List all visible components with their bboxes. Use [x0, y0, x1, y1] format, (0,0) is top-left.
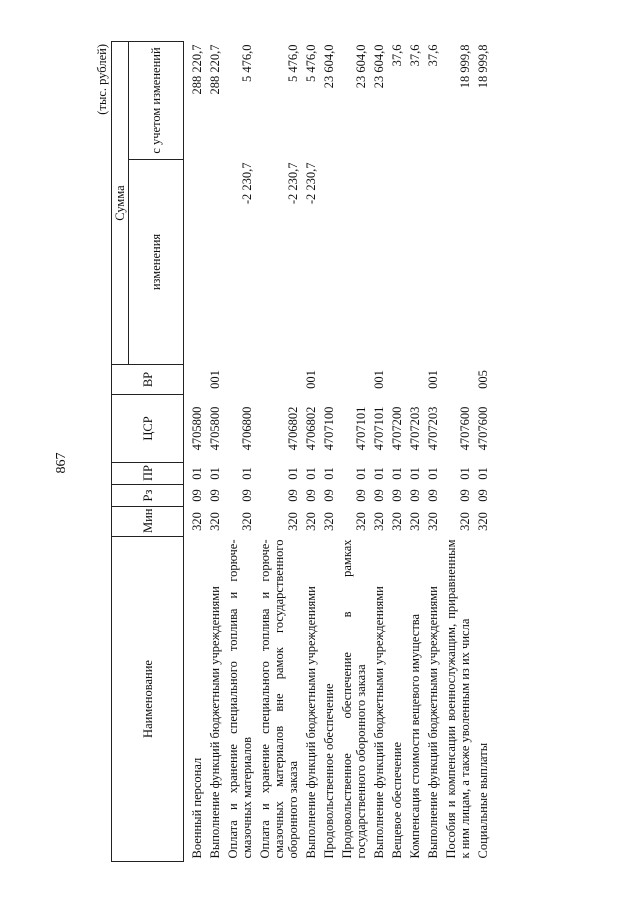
row-rz: 09: [408, 489, 422, 502]
row-name: Военный персонал: [190, 757, 204, 859]
budget-table: [111, 41, 492, 862]
row-name: Оплата и хранение специального топлива и горюче-смазочных материалов вне рамок государственного оборонного заказа: [258, 539, 300, 859]
row-change: [188, 160, 206, 365]
row-name: Выполнение функций бюджетными учреждениями: [208, 586, 222, 859]
row-csr: 4706800: [240, 406, 254, 451]
row-csr: 4706802: [304, 406, 318, 451]
table-row: [406, 42, 424, 862]
row-change: [206, 160, 224, 365]
row-min: 320: [304, 512, 318, 531]
header-vr: ВР: [112, 365, 184, 395]
row-rz: 09: [240, 489, 254, 502]
header-csr: ЦСР: [112, 395, 184, 463]
table-row: [388, 42, 406, 862]
row-rz: 09: [372, 489, 386, 502]
row-vr: [406, 365, 424, 395]
row-change: -2 230,7: [240, 162, 254, 205]
row-vr: [320, 365, 338, 395]
row-name: Продовольственное обеспечение: [322, 683, 336, 859]
row-total: 18 999,8: [476, 44, 490, 89]
row-name: Компенсация стоимости вещевого имущества: [408, 613, 422, 859]
row-name: Выполнение функций бюджетными учреждениями: [426, 586, 440, 859]
header-row: [112, 42, 129, 862]
row-min: 320: [458, 512, 472, 531]
row-total: 5 476,0: [240, 44, 254, 82]
row-min: 320: [190, 512, 204, 531]
row-change: [406, 160, 424, 365]
row-pr: 01: [354, 467, 368, 480]
header-name: Наименование: [112, 537, 184, 862]
row-vr: 001: [208, 370, 222, 389]
row-csr: 4707203: [408, 406, 422, 451]
row-pr: 01: [390, 467, 404, 480]
row-pr: 01: [458, 467, 472, 480]
row-min: 320: [476, 512, 490, 531]
row-change: [370, 160, 388, 365]
row-vr: 001: [304, 370, 318, 389]
row-csr: 4705800: [208, 406, 222, 451]
row-vr: [224, 365, 256, 395]
row-csr: 4705800: [190, 406, 204, 451]
table-row: [370, 42, 388, 862]
row-name: Продовольственное обеспечение в рамках государственного оборонного заказа: [340, 539, 368, 859]
row-name: Выполнение функций бюджетными учреждениями: [372, 586, 386, 859]
row-pr: 01: [240, 467, 254, 480]
table-row: [442, 42, 474, 862]
row-change: [338, 160, 370, 365]
row-min: 320: [390, 512, 404, 531]
rotated-page-content: [95, 42, 565, 862]
units-label: (тыс. рублей): [95, 44, 109, 115]
row-change: -2 230,7: [304, 162, 318, 205]
row-change: [424, 160, 442, 365]
row-vr: [188, 365, 206, 395]
row-min: 320: [372, 512, 386, 531]
row-total: 18 999,8: [458, 44, 472, 89]
row-csr: 4707101: [372, 406, 386, 451]
row-change: [320, 160, 338, 365]
page-number: 867: [54, 452, 69, 474]
row-change: [442, 160, 474, 365]
row-csr: 4706802: [286, 406, 300, 451]
row-vr: 001: [426, 370, 440, 389]
row-rz: 09: [476, 489, 490, 502]
row-csr: 4707200: [390, 406, 404, 451]
row-name: Пособия и компенсации военнослужащим, приравненным к ним лицам, а также уволенным из их числа: [444, 539, 472, 859]
row-pr: 01: [322, 467, 336, 480]
row-total: 37,6: [408, 44, 422, 67]
row-pr: 01: [304, 467, 318, 480]
row-pr: 01: [476, 467, 490, 480]
row-total: 288 220,7: [208, 44, 222, 95]
row-pr: 01: [190, 467, 204, 480]
table-row: [188, 42, 206, 862]
table-row: [302, 42, 320, 862]
row-change: [388, 160, 406, 365]
row-pr: 01: [372, 467, 386, 480]
row-pr: 01: [208, 467, 222, 480]
row-rz: 09: [190, 489, 204, 502]
header-rz: Рз: [112, 485, 184, 507]
row-csr: 4707203: [426, 406, 440, 451]
header-change: изменения: [129, 160, 184, 365]
row-rz: 09: [286, 489, 300, 502]
row-rz: 09: [322, 489, 336, 502]
row-min: 320: [322, 512, 336, 531]
row-total: 23 604,0: [322, 44, 336, 89]
table-row: [424, 42, 442, 862]
row-min: 320: [208, 512, 222, 531]
table-body: [184, 42, 493, 862]
row-change: -2 230,7: [286, 162, 300, 205]
row-pr: 01: [426, 467, 440, 480]
row-name: Оплата и хранение специального топлива и горюче-смазочных материалов: [226, 539, 254, 859]
row-total: 288 220,7: [190, 44, 204, 95]
table-row: [474, 42, 492, 862]
row-rz: 09: [354, 489, 368, 502]
row-pr: 01: [408, 467, 422, 480]
table-row: [338, 42, 370, 862]
row-vr: 005: [476, 370, 490, 389]
table-row: [320, 42, 338, 862]
row-rz: 09: [304, 489, 318, 502]
row-name: Выполнение функций бюджетными учреждениями: [304, 586, 318, 859]
row-total: 23 604,0: [372, 44, 386, 89]
row-csr: 4707600: [458, 406, 472, 451]
row-min: 320: [286, 512, 300, 531]
row-vr: [442, 365, 474, 395]
row-rz: 09: [208, 489, 222, 502]
table-row: [206, 42, 224, 862]
row-change: [474, 160, 492, 365]
row-rz: 09: [426, 489, 440, 502]
header-pr: ПР: [112, 463, 184, 485]
row-rz: 09: [458, 489, 472, 502]
row-min: 320: [354, 512, 368, 531]
table-row: [256, 42, 302, 862]
row-vr: [388, 365, 406, 395]
header-sum: Сумма: [112, 42, 129, 365]
row-vr: 001: [372, 370, 386, 389]
row-pr: 01: [286, 467, 300, 480]
row-csr: 4707100: [322, 406, 336, 451]
row-vr: [256, 365, 302, 395]
header-min: Мин: [112, 507, 184, 537]
row-vr: [338, 365, 370, 395]
row-csr: 4707600: [476, 406, 490, 451]
row-min: 320: [408, 512, 422, 531]
row-total: 37,6: [426, 44, 440, 67]
row-min: 320: [426, 512, 440, 531]
table-row: [224, 42, 256, 862]
row-total: 5 476,0: [304, 44, 318, 82]
row-total: 5 476,0: [286, 44, 300, 82]
row-name: Социальные выплаты: [476, 742, 490, 859]
row-min: 320: [240, 512, 254, 531]
header-with-change: с учетом изменений: [129, 42, 184, 160]
row-total: 23 604,0: [354, 44, 368, 89]
row-total: 37,6: [390, 44, 404, 67]
row-rz: 09: [390, 489, 404, 502]
row-name: Вещевое обеспечение: [390, 742, 404, 859]
row-csr: 4707101: [354, 406, 368, 451]
